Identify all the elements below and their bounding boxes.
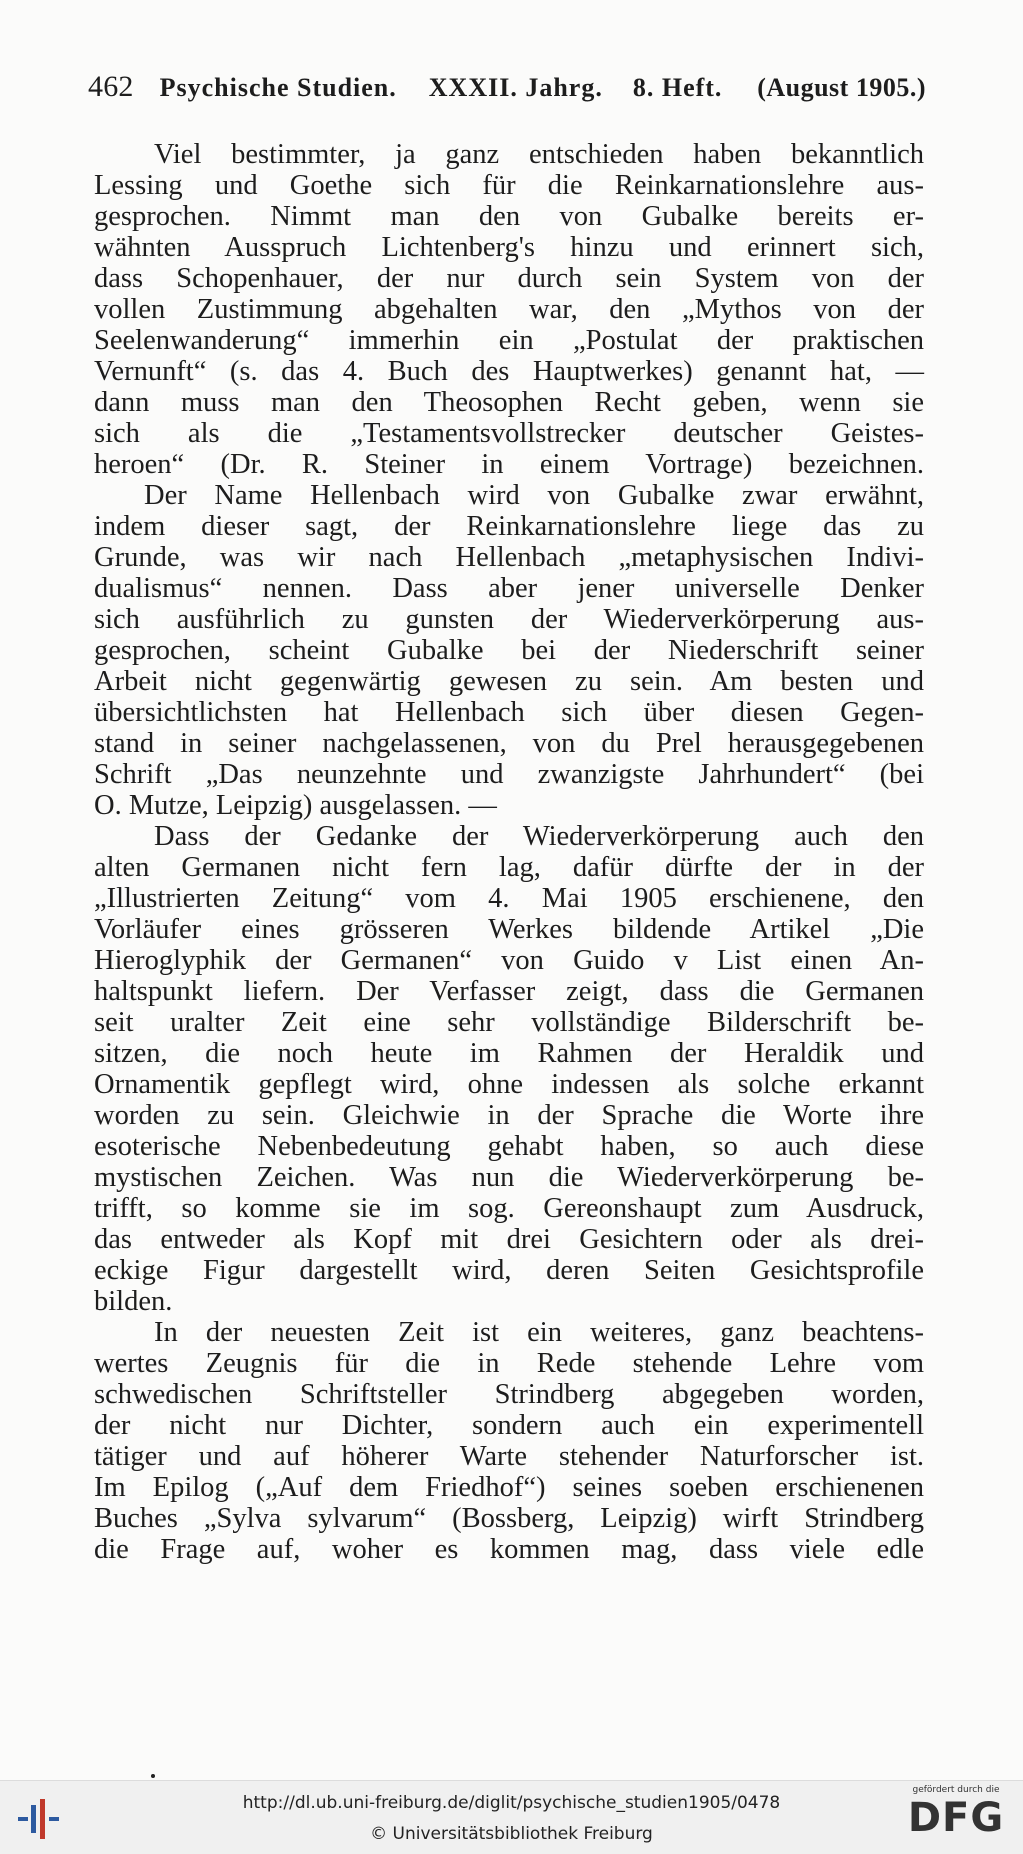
text-line: O. Mutze, Leipzig) ausgelassen. — — [94, 790, 497, 821]
text-line: Vorläufer eines grösseren Werkes bildende Artikel „Die — [94, 914, 924, 945]
text-line: dualismus“ nennen. Dass aber jener universelle Denker — [94, 573, 924, 604]
running-header — [88, 70, 926, 104]
text-line: vollen Zustimmung abgehalten war, den „Mythos von der — [94, 294, 924, 325]
text-line: übersichtlichsten hat Hellenbach sich über diesen Gegen- — [94, 697, 924, 728]
text-line: die Frage auf, woher es kommen mag, dass viele edle — [94, 1534, 924, 1565]
text-line: Grunde, was wir nach Hellenbach „metaphysischen Indivi- — [94, 542, 924, 573]
text-line: Im Epilog („Auf dem Friedhof“) seines soeben erschienenen — [94, 1472, 924, 1503]
text-line: der nicht nur Dichter, sondern auch ein experimentell — [94, 1410, 924, 1441]
dfg-wordmark: DFG — [907, 1795, 1005, 1841]
body-text — [94, 139, 924, 1565]
text-line: gesprochen, scheint Gubalke bei der Niederschrift seiner — [94, 635, 924, 666]
text-line: Dass der Gedanke der Wiederverkörperung auch den — [154, 821, 924, 852]
issue-date: (August 1905.) — [757, 73, 926, 102]
text-line: Viel bestimmter, ja ganz entschieden haben bekanntlich — [154, 139, 924, 170]
text-line: Schrift „Das neunzehnte und zwanzigste Jahrhundert“ (bei — [94, 759, 924, 790]
text-line: Der Name Hellenbach wird von Gubalke zwar erwähnt, — [144, 480, 924, 511]
page-number: 462 — [88, 70, 134, 103]
text-line: dass Schopenhauer, der nur durch sein System von der — [94, 263, 924, 294]
text-line: Vernunft“ (s. das 4. Buch des Hauptwerkes) genannt hat, — — [94, 356, 924, 387]
volume-year: XXXII. Jahrg. — [428, 73, 603, 102]
text-line: Lessing und Goethe sich für die Reinkarnationslehre aus- — [94, 170, 924, 201]
text-line: eckige Figur dargestellt wird, deren Seiten Gesichtsprofile — [94, 1255, 924, 1286]
text-line: sitzen, die noch heute im Rahmen der Heraldik und — [94, 1038, 924, 1069]
text-line: Seelenwanderung“ immerhin ein „Postulat der praktischen — [94, 325, 924, 356]
text-line: „Illustrierten Zeitung“ vom 4. Mai 1905 erschienene, den — [94, 883, 924, 914]
dfg-funded-text: gefördert durch die — [912, 1785, 1000, 1795]
text-line: seit uralter Zeit eine sehr vollständige Bilderschrift be- — [94, 1007, 924, 1038]
text-line: wertes Zeugnis für die in Rede stehende Lehre vom — [94, 1348, 924, 1379]
text-line: esoterische Nebenbedeutung gehabt haben, so auch diese — [94, 1131, 924, 1162]
text-line: stand in seiner nachgelassenen, von du Prel herausgegebenen — [94, 728, 924, 759]
text-line: alten Germanen nicht fern lag, dafür dürfte der in der — [94, 852, 924, 883]
text-line: sich als die „Testamentsvollstrecker deutscher Geistes- — [94, 418, 924, 449]
text-line: schwedischen Schriftsteller Strindberg abgegeben worden, — [94, 1379, 924, 1410]
text-line: sich ausführlich zu gunsten der Wiederverkörperung aus- — [94, 604, 924, 635]
journal-title: Psychische Studien. — [159, 73, 397, 102]
issue-number: 8. Heft. — [632, 73, 723, 102]
copyright-text: © Universitätsbibliothek Freiburg — [370, 1824, 653, 1844]
text-line: indem dieser sagt, der Reinkarnationslehre liege das zu — [94, 511, 924, 542]
source-url-link[interactable]: http://dl.ub.uni-freiburg.de/diglit/psychische_studien1905/0478 — [242, 1793, 781, 1813]
text-line: haltspunkt liefern. Der Verfasser zeigt, dass die Germanen — [94, 976, 924, 1007]
text-line: worden zu sein. Gleichwie in der Sprache die Worte ihre — [94, 1100, 924, 1131]
dfg-logo — [901, 1785, 1011, 1851]
text-line: heroen“ (Dr. R. Steiner in einem Vortrage) bezeichnen. — [94, 449, 924, 480]
text-line: Buches „Sylva sylvarum“ (Bossberg, Leipzig) wirft Strindberg — [94, 1503, 924, 1534]
text-line: tätiger und auf höherer Warte stehender Naturforscher ist. — [94, 1441, 924, 1472]
text-line: In der neuesten Zeit ist ein weiteres, ganz beachtens- — [154, 1317, 924, 1348]
text-line: Arbeit nicht gegenwärtig gewesen zu sein. Am besten und — [94, 666, 924, 697]
text-line: gesprochen. Nimmt man den von Gubalke bereits er- — [94, 201, 924, 232]
viewer-footer — [0, 1780, 1023, 1854]
text-line: dann muss man den Theosophen Recht geben, wenn sie — [94, 387, 924, 418]
text-line: bilden. — [94, 1286, 173, 1317]
text-line: Hieroglyphik der Germanen“ von Guido v List einen An- — [94, 945, 924, 976]
text-line: wähnten Ausspruch Lichtenberg's hinzu und erinnert sich, — [94, 232, 924, 263]
text-line: mystischen Zeichen. Was nun die Wiederverkörperung be- — [94, 1162, 924, 1193]
text-line: Ornamentik gepflegt wird, ohne indessen als solche erkannt — [94, 1069, 924, 1100]
text-line: trifft, so komme sie im sog. Gereonshaupt zum Ausdruck, — [94, 1193, 924, 1224]
text-line: das entweder als Kopf mit drei Gesichtern oder als drei- — [94, 1224, 924, 1255]
speck — [151, 1774, 155, 1778]
